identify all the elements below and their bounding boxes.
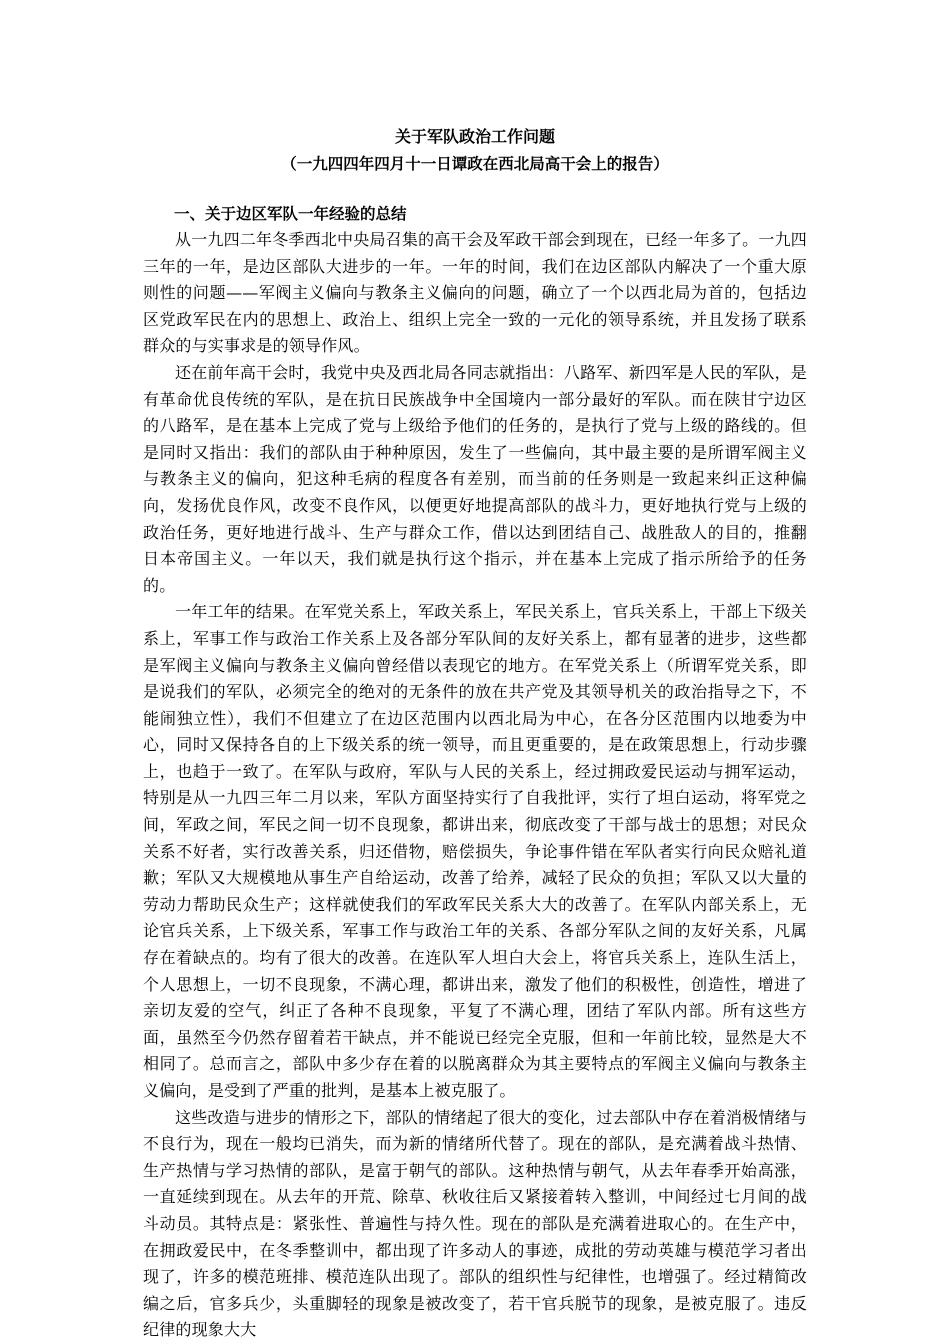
- paragraph: 一年工年的结果。在军党关系上，军政关系上，军民关系上，官兵关系上，干部上下级关系上，军事工作与政治工作关系上及各部分军队间的友好关系上，都有显著的进步，这些都是军阀主义偏向与教条主义偏向曾经借以表现它的地方。在军党关系上（所谓军党关系，即是说我们的军队，必须完全的绝对的无条件的放在共产党及其领导机关的政治指导之下，不能闹独立性），我们不但建立了在边区范围内以西北局为中心，在各分区范围内以地委为中心，同时又保持各自的上下级关系的统一领导，而且更重要的，是在政策思想上，行动步骤上，也趋于一致了。在军队与政府，军队与人民的关系上，经过拥政爱民运动与拥军运动，特别是从一九四三年二月以来，军队方面坚持实行了自我批评，实行了坦白运动，将军党之间，军政之间，军民之间一切不良现象，都讲出来，彻底改变了干部与战士的思想；对民众关系不好者，实行改善关系，归还借物，赔偿损失，争论事件错在军队者实行向民众赔礼道歉；军队又大规模地从事生产自给运动，改善了给养，减轻了民众的负担；军队又以大量的劳动力帮助民众生产；这样就使我们的军政军民关系大大的改善了。在军队内部关系上，无论官兵关系，上下级关系，军事工作与政治工年的关系、各部分军队之间的友好关系，凡属存在着缺点的。均有了很大的改善。在连队军人坦白大会上，将官兵关系上，连队生活上，个人思想上，一切不良现象，不满心理，都讲出来，激发了他们的积极性，创造性，增进了亲切友爱的空气，纠正了各种不良现象，平复了不满心理，团结了军队内部。所有这些方面，虽然至今仍然存留着若干缺点，并不能说已经完全克服，但和一年前比较，显然是大不相同了。总而言之，部队中多少存在着的以脱离群众为其主要特点的军阀主义偏向与教条主义偏向，是受到了严重的批判，是基本上被克服了。: [143, 602, 807, 1100]
- document-title: 关于军队政治工作问题: [394, 127, 555, 146]
- section-heading: 一、关于边区军队一年经验的总结: [174, 204, 407, 223]
- paragraph: 还在前年高干会时，我党中央及西北局各同志就指出：八路军、新四军是人民的军队，是有革命优良传统的军队，是在抗日民族战争中全国境内一部分最好的军队。而在陕甘宁边区的八路军，是在基本上完成了党与上级给予他们的任务的，是执行了党与上级的路线的。但是同时又指出：我们的部队由于种种原因，发生了一些偏向，其中最主要的是所谓军阀主义与教条主义的偏向，犯这种毛病的程度各有差别，而当前的任务则是一致起来纠正这种偏向，发扬优良作风，改变不良作风，以便更好地提高部队的战斗力，更好地执行党与上级的政治任务，更好地进行战斗、生产与群众工作，借以达到团结自己、战胜敌人的目的，推翻日本帝国主义。一年以天，我们就是执行这个指示，并在基本上完成了指示所给予的任务的。: [143, 362, 807, 595]
- paragraph: 这些改造与进步的情形之下，部队的情绪起了很大的变化，过去部队中存在着消极情绪与不良行为，现在一般均已消失，而为新的情绪所代替了。现在的部队，是充满着战斗热情、生产热情与学习热情的部队，是富于朝气的部队。这种热情与朝气，从去年春季开始高涨，一直延续到现在。从去年的开荒、除草、秋收往后又紧接着转入整训，中间经过七月间的战斗动员。其特点是：紧张性、普遍性与持久性。现在的部队是充满着进取心的。在生产中，在拥政爱民中，在冬季整训中，都出现了许多动人的事迹，成批的劳动英雄与模范学习者出现了，许多的模范班排、模范连队出现了。部队的组织性与纪律性，也增强了。经过精简改编之后，官多兵少，头重脚轻的现象是被改变了，若干官兵脱节的现象，是被克服了。违反纪律的现象大大: [143, 1107, 807, 1340]
- paragraph: 从一九四二年冬季西北中央局召集的高干会及军政干部会到现在，已经一年多了。一九四三年的一年，是边区部队大进步的一年。一年的时间，我们在边区部队内解决了一个重大原则性的问题——军阀主义偏向与教条主义偏向的问题，确立了一个以西北局为首的，包括边区党政军民在内的思想上、政治上、组织上完全一致的一元化的领导系统，并且发扬了联系群众的与实事求是的领导作风。: [143, 230, 807, 356]
- document-subtitle: （一九四四年四月十一日谭政在西北局高干会上的报告）: [281, 154, 669, 173]
- body-text: [143, 227, 807, 1344]
